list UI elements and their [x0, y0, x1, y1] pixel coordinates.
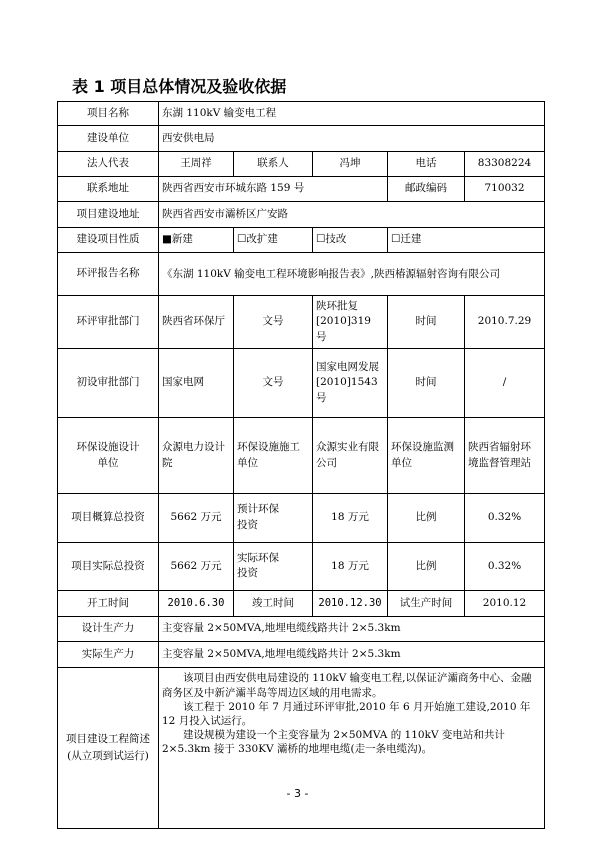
- legal-rep-value: 王周祥: [159, 151, 234, 176]
- row-label: 建设项目性质: [58, 227, 159, 252]
- table-row: [58, 296, 545, 349]
- doc-label: 文号: [234, 296, 313, 349]
- env-design-unit-value: 众源电力设计院: [159, 418, 234, 494]
- nature-option-renovate: ☐技改: [313, 227, 388, 252]
- table-title: 表 1 项目总体情况及验收依据: [72, 77, 287, 96]
- contact-value: 冯坤: [313, 151, 388, 176]
- table-row: [58, 227, 545, 252]
- row-label: 初设审批部门: [58, 349, 159, 418]
- overview-text: [159, 668, 545, 829]
- table-row: [58, 349, 545, 418]
- table-row: [58, 176, 545, 201]
- row-label: 项目实际总投资: [58, 542, 159, 591]
- phone-label: 电话: [388, 151, 465, 176]
- nature-option-relocate: ☐迁建: [388, 227, 545, 252]
- table-row: [58, 253, 545, 296]
- budget-ratio-value: 0.32%: [465, 494, 545, 543]
- project-info-table: [57, 101, 545, 829]
- complete-label: 竣工时间: [234, 591, 313, 616]
- row-label: 设计生产力: [58, 616, 159, 641]
- actual-ratio-value: 0.32%: [465, 542, 545, 591]
- budget-total-value: 5662 万元: [159, 494, 234, 543]
- table-row: [58, 616, 545, 641]
- time-label: 时间: [388, 296, 465, 349]
- table-row: [58, 591, 545, 616]
- page-number: - 3 -: [286, 787, 309, 800]
- ratio-label: 比例: [388, 542, 465, 591]
- env-construct-label: 环保设施施工单位: [234, 418, 313, 494]
- postcode-label: 邮政编码: [388, 176, 465, 201]
- design-dept-value: 国家电网: [159, 349, 234, 418]
- ratio-label: 比例: [388, 494, 465, 543]
- row-label: 法人代表: [58, 151, 159, 176]
- budget-env-label: 预计环保投资: [234, 494, 313, 543]
- budget-env-value: 18 万元: [313, 494, 388, 543]
- complete-value: 2010.12.30: [313, 591, 388, 616]
- design-doc-value: 国家电网发展[2010]1543 号: [313, 349, 388, 418]
- table-row: [58, 126, 545, 151]
- design-capacity-value: 主变容量 2×50MVA,地埋电缆线路共计 2×5.3km: [159, 616, 545, 641]
- row-label: 项目概算总投资: [58, 494, 159, 543]
- design-time-value: /: [465, 349, 545, 418]
- table-row: [58, 542, 545, 591]
- contact-label: 联系人: [234, 151, 313, 176]
- trial-label: 试生产时间: [388, 591, 465, 616]
- row-label: 实际生产力: [58, 641, 159, 667]
- overview-paragraph: 该项目由西安供电局建设的 110kV 输变电工程,以保证浐灞商务中心、金融商务区及中新浐灞半岛等周边区域的用电需求。: [162, 672, 532, 699]
- table-row: [58, 668, 545, 829]
- eia-dept-value: 陕西省环保厅: [159, 296, 234, 349]
- row-label: 项目名称: [58, 102, 159, 126]
- table-row: [58, 494, 545, 543]
- project-name-value: 东湖 110kV 输变电工程: [159, 102, 545, 126]
- nature-option-new: ■新建: [159, 227, 234, 252]
- row-label: 建设单位: [58, 126, 159, 151]
- table-row: [58, 202, 545, 227]
- start-label: 开工时间: [58, 591, 159, 616]
- actual-env-value: 18 万元: [313, 542, 388, 591]
- env-construct-unit-value: 众源实业有限公司: [313, 418, 388, 494]
- postcode-value: 710032: [465, 176, 545, 201]
- phone-value: 83308224: [465, 151, 545, 176]
- table-row: [58, 641, 545, 667]
- eia-report-value: 《东湖 110kV 输变电工程环境影响报告表》,陕西椿源辐射咨询有限公司: [159, 253, 545, 296]
- overview-paragraph: 建设规模为建设一个主变容量为 2×50MVA 的 110kV 变电站和共计 2×5.3km 接于 330KV 灞桥的地埋电缆(走一条电缆沟)。: [162, 729, 505, 756]
- nature-option-expand: ☐改扩建: [234, 227, 313, 252]
- construction-unit-value: 西安供电局: [159, 126, 545, 151]
- actual-total-value: 5662 万元: [159, 542, 234, 591]
- row-label: 环评审批部门: [58, 296, 159, 349]
- start-value: 2010.6.30: [159, 591, 234, 616]
- row-label: 环评报告名称: [58, 253, 159, 296]
- row-label: 项目建设地址: [58, 202, 159, 227]
- row-label: 环保设施设计单位: [58, 418, 159, 494]
- time-label: 时间: [388, 349, 465, 418]
- row-label: 联系地址: [58, 176, 159, 201]
- table-row: [58, 102, 545, 126]
- trial-value: 2010.12: [465, 591, 545, 616]
- eia-time-value: 2010.7.29: [465, 296, 545, 349]
- env-monitor-label: 环保设施监测单位: [388, 418, 465, 494]
- actual-capacity-value: 主变容量 2×50MVA,地埋电缆线路共计 2×5.3km: [159, 641, 545, 667]
- table-row: [58, 418, 545, 494]
- table-row: [58, 151, 545, 176]
- address-value: 陕西省西安市环城东路 159 号: [159, 176, 388, 201]
- doc-label: 文号: [234, 349, 313, 418]
- eia-doc-value: 陕环批复[2010]319 号: [313, 296, 388, 349]
- env-monitor-unit-value: 陕西省辐射环境监督管理站: [465, 418, 545, 494]
- overview-paragraph: 该工程于 2010 年 7 月通过环评审批,2010 年 6 月开始施工建设,2010 年 12 月投入试运行。: [162, 700, 531, 727]
- site-value: 陕西省西安市灞桥区广安路: [159, 202, 545, 227]
- actual-env-label: 实际环保投资: [234, 542, 313, 591]
- row-label: 项目建设工程简述(从立项到试运行): [58, 668, 159, 829]
